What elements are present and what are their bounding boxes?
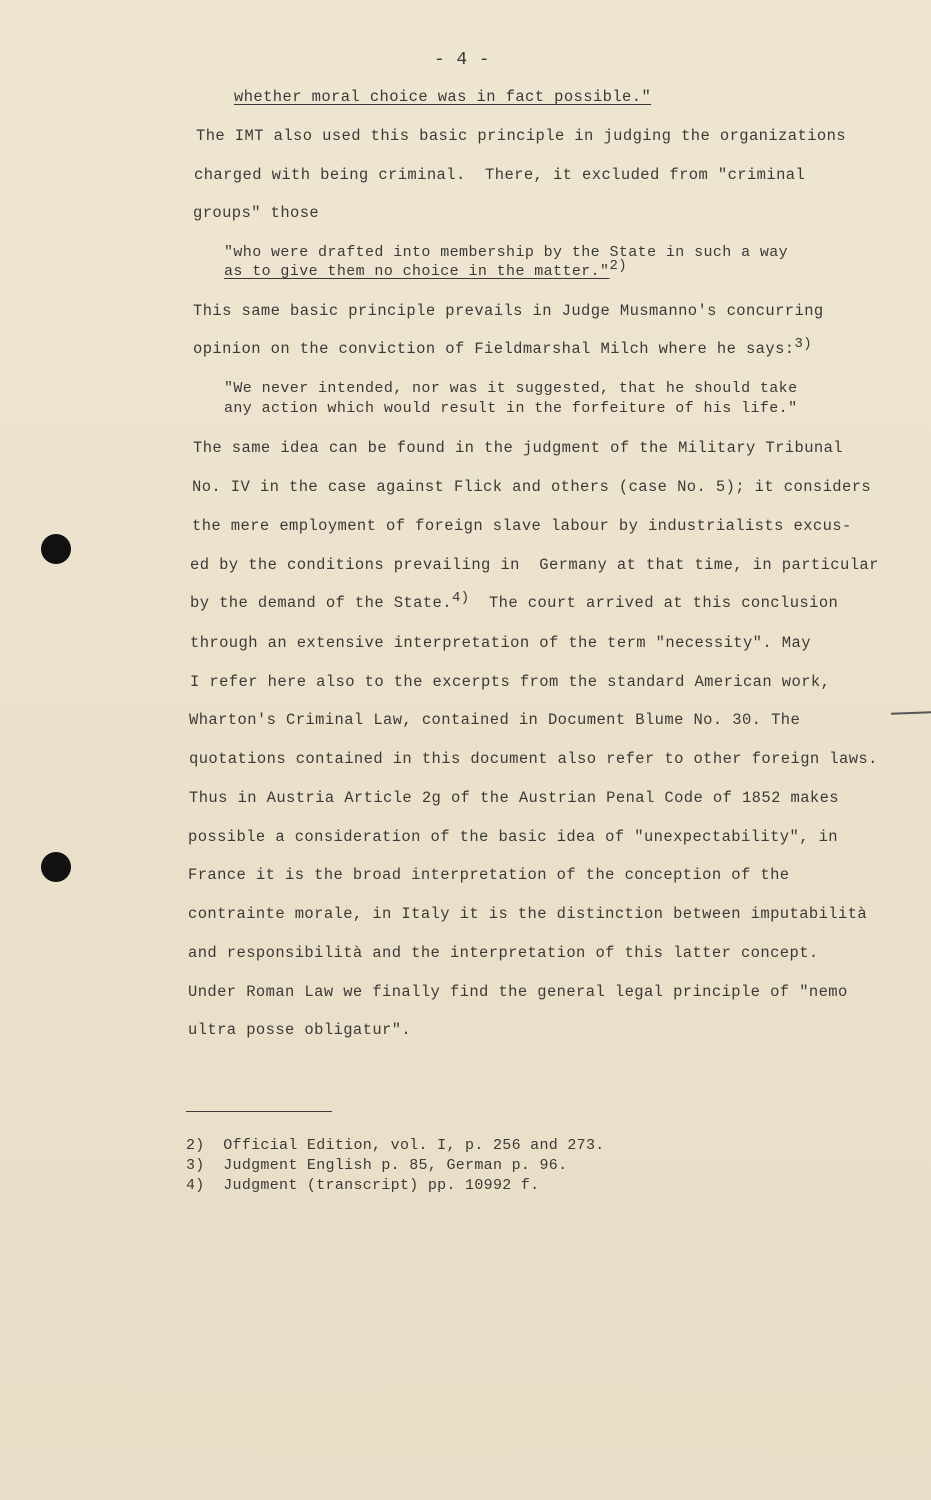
footnote: 2) Official Edition, vol. I, p. 256 and 273. [186, 1137, 605, 1154]
quote-line: any action which would result in the forfeiture of his life." [224, 400, 798, 417]
footnote-ref: 2) [609, 258, 628, 274]
text-line: ultra posse obligatur". [188, 1021, 412, 1039]
text-line: Wharton's Criminal Law, contained in Document Blume No. 30. The [189, 711, 801, 729]
text-line: and responsibilità and the interpretation of this latter concept. [188, 944, 819, 962]
footnote-separator [186, 1111, 332, 1112]
text-line: This same basic principle prevails in Judge Musmanno's concurring [193, 302, 824, 320]
footnote-ref: 4) [451, 590, 470, 606]
text-line: possible a consideration of the basic idea of "unexpectability", in [188, 828, 839, 846]
text-line: whether moral choice was in fact possible." [234, 88, 652, 106]
text-line: No. IV in the case against Flick and others (case No. 5); it considers [192, 478, 872, 496]
text-line: contrainte morale, in Italy it is the distinction between imputabilità [188, 905, 868, 923]
text-line: opinion on the conviction of Fieldmarshal Milch where he says:3) [193, 336, 813, 358]
footnote-ref: 3) [794, 336, 813, 352]
quote-line: "We never intended, nor was it suggested, that he should take [224, 380, 798, 397]
text-line: groups" those [193, 204, 320, 222]
text-line: charged with being criminal. There, it excluded from "criminal [194, 166, 806, 184]
page-number: - 4 - [434, 50, 491, 70]
text-line: I refer here also to the excerpts from the standard American work, [190, 673, 831, 691]
quote-line: "who were drafted into membership by the State in such a way [224, 244, 789, 261]
footnote: 4) Judgment (transcript) pp. 10992 f. [186, 1177, 540, 1194]
text-line: The IMT also used this basic principle in judging the organizations [196, 127, 847, 145]
text-line: Thus in Austria Article 2g of the Austrian Penal Code of 1852 makes [189, 789, 840, 807]
text-line: through an extensive interpretation of the term "necessity". May [190, 634, 811, 652]
text-line: the mere employment of foreign slave labour by industrialists excus- [192, 517, 852, 535]
punch-hole-top [41, 534, 71, 564]
punch-hole-bottom [41, 852, 71, 882]
text-line: The same idea can be found in the judgment of the Military Tribunal [193, 439, 844, 457]
text-line: quotations contained in this document also refer to other foreign laws. [189, 750, 878, 768]
quote-line: as to give them no choice in the matter."2) [224, 258, 628, 280]
text-line: by the demand of the State.4) The court arrived at this conclusion [190, 590, 839, 612]
text-line: France it is the broad interpretation of the conception of the [188, 866, 790, 884]
edge-mark [891, 711, 931, 714]
footnote: 3) Judgment English p. 85, German p. 96. [186, 1157, 568, 1174]
text-line: Under Roman Law we finally find the general legal principle of "nemo [188, 983, 848, 1001]
text-line: ed by the conditions prevailing in Germany at that time, in particular [190, 556, 879, 574]
